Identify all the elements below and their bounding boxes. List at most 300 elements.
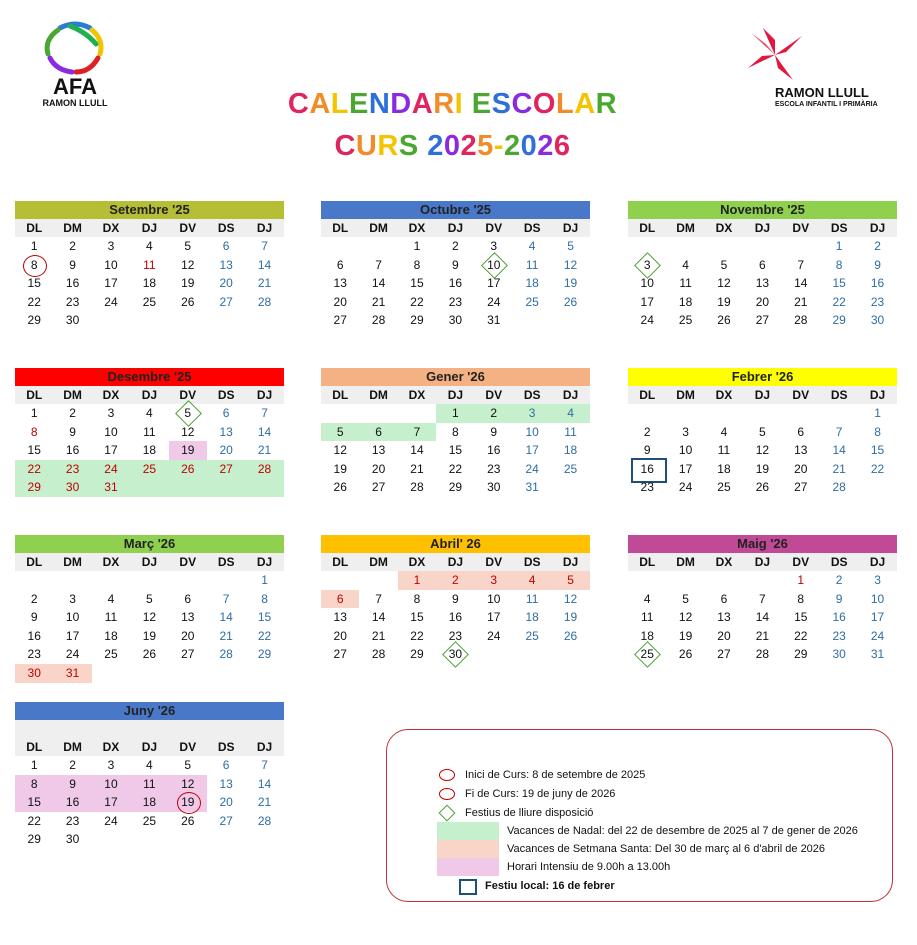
- day-cell: 3: [513, 404, 551, 423]
- day-cell: 20: [371, 461, 386, 476]
- day-cell: 16: [832, 610, 846, 625]
- month-header: Novembre '25: [628, 201, 897, 219]
- weekday-label: DJ: [754, 221, 771, 235]
- empty-cell: [398, 404, 436, 423]
- day-cell: 28: [371, 313, 386, 328]
- day-cell: 2: [835, 573, 843, 587]
- day-cell: 27: [333, 647, 347, 662]
- empty-cell: [92, 830, 130, 849]
- weekday-label: DV: [485, 555, 503, 569]
- month-header: Desembre '25: [15, 368, 284, 386]
- day-cell: 3: [69, 591, 76, 606]
- week-row: [15, 775, 284, 794]
- day-cell: 14: [257, 257, 272, 272]
- day-cell: 10: [870, 591, 885, 606]
- day-cell: 6: [321, 590, 359, 609]
- week-row: [15, 311, 284, 330]
- day-cell: 21: [794, 294, 808, 309]
- day-cell: 28: [257, 813, 272, 828]
- week-row: [628, 571, 897, 590]
- weekday-label: DS: [523, 555, 541, 569]
- day-cell: 13: [219, 257, 233, 272]
- day-cell: 15: [15, 793, 53, 812]
- legend-box: [386, 729, 893, 902]
- day-cell: 20: [333, 628, 347, 643]
- day-cell: 22: [794, 628, 808, 643]
- day-cell: 15: [794, 610, 808, 625]
- month-9: [15, 702, 284, 849]
- day-cell: 8: [835, 257, 843, 272]
- day-cell: 12: [563, 257, 578, 272]
- day-cell: 29: [448, 480, 463, 495]
- day-cell: 28: [371, 647, 386, 662]
- empty-cell: [130, 311, 168, 330]
- week-row: [15, 590, 284, 609]
- empty-cell: [666, 237, 704, 256]
- day-cell: 5: [682, 591, 689, 606]
- day-cell: 24: [92, 460, 130, 479]
- weekday-label: DV: [179, 221, 197, 235]
- weekday-label: DV: [179, 555, 197, 569]
- weekday-label: DM: [676, 388, 695, 402]
- day-cell: 21: [371, 628, 386, 643]
- day-cell: 29: [15, 478, 53, 497]
- day-cell: 16: [65, 276, 80, 291]
- day-cell: 16: [487, 443, 501, 458]
- empty-cell: [207, 311, 245, 330]
- weekday-label: DJ: [447, 555, 464, 569]
- empty-cell: [705, 571, 743, 590]
- day-cell: 5: [146, 591, 153, 606]
- month-header: Maig '26: [628, 535, 897, 553]
- day-cell: 26: [755, 480, 770, 495]
- day-cell: 11: [679, 276, 692, 291]
- day-cell: 14: [257, 424, 272, 439]
- day-cell: 15: [257, 610, 272, 625]
- day-cell: 20: [181, 628, 195, 643]
- day-cell: 12: [181, 424, 195, 439]
- day-cell: 17: [870, 610, 885, 625]
- day-cell: 20: [794, 461, 808, 476]
- empty-cell: [207, 664, 245, 683]
- day-cell: 18: [525, 610, 539, 625]
- day-cell: 29: [27, 832, 41, 847]
- week-row: [15, 441, 284, 460]
- day-cell: 26: [563, 294, 578, 309]
- day-cell: 31: [487, 313, 501, 328]
- day-cell: 7: [375, 591, 382, 606]
- day-cell: 4: [682, 257, 689, 272]
- day-cell: 6: [184, 591, 192, 606]
- day-cell: 5: [321, 423, 359, 442]
- empty-cell: [92, 664, 130, 683]
- legend-easter: [437, 840, 825, 858]
- weekday-label: DJ: [256, 555, 273, 569]
- day-cell: 15: [410, 610, 424, 625]
- week-row: [15, 645, 284, 664]
- weekday-label: DJ: [256, 388, 273, 402]
- school-name: RAMON LLULL: [775, 85, 869, 100]
- empty-cell: [782, 404, 820, 423]
- day-cell: 2: [874, 239, 881, 253]
- day-cell: 19: [678, 628, 693, 643]
- weekday-label: DV: [792, 388, 810, 402]
- day-cell: 14: [410, 443, 424, 458]
- empty-cell: [169, 311, 207, 330]
- salmon-swatch: [437, 840, 499, 858]
- day-cell: 7: [261, 406, 268, 420]
- day-cell: 23: [832, 628, 846, 643]
- week-row: [628, 293, 897, 312]
- diamond-marker-icon: [437, 806, 457, 820]
- day-cell: 29: [832, 313, 846, 328]
- day-cell: 6: [359, 423, 397, 442]
- day-cell: 14: [794, 276, 808, 291]
- day-cell: 21: [219, 628, 233, 643]
- day-cell: 26: [181, 813, 195, 828]
- weekday-label: DJ: [562, 555, 579, 569]
- day-cell: 10: [640, 276, 654, 291]
- weekday-label: DL: [332, 555, 349, 569]
- day-cell: 14: [832, 443, 846, 458]
- day-cell: 7: [261, 758, 268, 772]
- weekday-label: DL: [26, 221, 43, 235]
- weekday-label: DX: [408, 221, 426, 235]
- week-row: [321, 590, 590, 609]
- title-line-1: CALENDARI ESCOLAR: [287, 88, 618, 120]
- day-cell: 6: [797, 424, 805, 439]
- day-cell: 26: [169, 460, 207, 479]
- weekday-label: DV: [792, 221, 810, 235]
- square-marker-icon: [457, 879, 477, 893]
- week-row: [15, 756, 284, 775]
- day-cell: 13: [333, 276, 347, 291]
- weekday-label: DL: [639, 388, 656, 402]
- day-cell: 16: [870, 276, 885, 291]
- day-cell: 2: [643, 424, 651, 439]
- day-cell: 4: [528, 239, 536, 253]
- day-cell: 14: [257, 776, 272, 791]
- weekday-label: DL: [26, 740, 43, 754]
- weekday-label: DS: [217, 740, 235, 754]
- legend-start: [437, 766, 645, 784]
- week-row: [628, 441, 897, 460]
- day-cell: 18: [104, 628, 118, 643]
- day-cell: 28: [257, 294, 272, 309]
- week-row: [15, 608, 284, 627]
- day-cell: 22: [870, 461, 885, 476]
- day-cell: 7: [797, 257, 805, 272]
- empty-cell: [705, 404, 743, 423]
- week-row: [628, 256, 897, 275]
- weekday-label: DV: [179, 388, 197, 402]
- empty-cell: [321, 571, 359, 590]
- week-row: [321, 237, 590, 256]
- legend-christmas-text: Vacances de Nadal: del 22 de desembre de 2025 al 7 de gener de 2026: [507, 825, 858, 837]
- weekday-label: DJ: [447, 388, 464, 402]
- weekday-label: DS: [830, 555, 848, 569]
- month-header: Octubre '25: [321, 201, 590, 219]
- weekday-label: DM: [369, 555, 388, 569]
- day-cell: 4: [551, 404, 589, 423]
- empty-cell: [359, 404, 397, 423]
- weekday-label: DX: [408, 555, 426, 569]
- afa-name: AFA: [53, 74, 97, 99]
- day-cell: 19: [563, 610, 578, 625]
- empty-cell: [92, 311, 130, 330]
- weekday-header: [15, 738, 284, 756]
- day-cell: 28: [755, 647, 770, 662]
- legend-end-text: Fi de Curs: 19 de juny de 2026: [465, 788, 616, 800]
- weekday-label: DL: [332, 221, 349, 235]
- month-5: [628, 368, 897, 497]
- week-row: [628, 645, 897, 664]
- day-cell: 22: [27, 813, 41, 828]
- day-cell: 28: [410, 480, 424, 495]
- day-cell: 7: [375, 257, 382, 272]
- weekday-label: DX: [102, 740, 120, 754]
- day-cell: 22: [410, 294, 424, 309]
- weekday-label: DJ: [141, 555, 158, 569]
- day-cell: 6: [720, 591, 728, 606]
- day-cell: 18: [678, 294, 693, 309]
- empty-cell: [782, 237, 820, 256]
- day-cell: 6: [222, 758, 230, 772]
- day-cell: 8: [30, 424, 38, 439]
- week-row: [628, 460, 897, 479]
- day-cell: 15: [448, 443, 463, 458]
- day-cell: 19: [755, 461, 770, 476]
- week-row: [628, 274, 897, 293]
- day-cell: 20: [333, 294, 347, 309]
- day-cell: 3: [107, 239, 115, 253]
- day-cell: 27: [794, 480, 808, 495]
- week-row: [628, 423, 897, 442]
- day-cell: 25: [142, 813, 157, 828]
- day-cell: 14: [371, 276, 386, 291]
- day-cell: 14: [219, 610, 233, 625]
- day-cell: 11: [564, 424, 577, 439]
- weekday-label: DL: [639, 221, 656, 235]
- pink-swatch: [437, 858, 499, 876]
- day-cell: 30: [487, 480, 501, 495]
- empty-cell: [92, 571, 130, 590]
- day-cell: 19: [717, 294, 731, 309]
- day-cell: 23: [27, 647, 41, 662]
- empty-cell: [130, 664, 168, 683]
- day-cell: 29: [410, 647, 424, 662]
- weekday-label: DJ: [562, 388, 579, 402]
- day-cell: 11: [104, 610, 118, 625]
- week-row: [321, 460, 590, 479]
- day-cell: 9: [69, 257, 76, 272]
- empty-cell: [551, 311, 589, 330]
- month-7: [321, 535, 590, 664]
- day-cell: 29: [410, 313, 424, 328]
- day-cell: 21: [755, 628, 770, 643]
- day-cell: 10: [92, 775, 130, 794]
- day-cell: 26: [142, 647, 157, 662]
- day-cell: 24: [487, 628, 501, 643]
- empty-cell: [245, 830, 283, 849]
- month-1: [321, 201, 590, 330]
- oval-marker-icon: [437, 787, 457, 801]
- week-row: [321, 441, 590, 460]
- day-cell: 4: [643, 591, 651, 606]
- week-row: [15, 812, 284, 831]
- week-row: [15, 256, 284, 275]
- weekday-label: DJ: [562, 221, 579, 235]
- day-cell: 24: [487, 294, 501, 309]
- green-swatch: [437, 822, 499, 840]
- weekday-label: DJ: [754, 388, 771, 402]
- day-cell: 31: [53, 664, 91, 683]
- day-cell: 23: [640, 480, 654, 495]
- day-cell: 9: [835, 591, 843, 606]
- day-cell: 19: [563, 276, 578, 291]
- day-cell: 8: [413, 257, 421, 272]
- legend-christmas: [437, 822, 858, 840]
- day-cell: 18: [525, 276, 539, 291]
- weekday-label: DL: [332, 388, 349, 402]
- weekday-label: DM: [676, 221, 695, 235]
- day-cell: 28: [794, 313, 808, 328]
- month-header: Abril' 26: [321, 535, 590, 553]
- empty-cell: [130, 478, 168, 497]
- day-cell: 2: [69, 406, 76, 420]
- weekday-label: DJ: [141, 740, 158, 754]
- empty-cell: [245, 664, 283, 683]
- day-cell: 5: [551, 571, 589, 590]
- month-2: [628, 201, 897, 330]
- day-cell: 29: [27, 313, 41, 328]
- day-cell: 18: [640, 628, 654, 643]
- day-cell: 21: [257, 795, 272, 810]
- week-row: [15, 274, 284, 293]
- weekday-label: DV: [179, 740, 197, 754]
- weekday-header: [15, 386, 284, 404]
- day-cell: 7: [222, 591, 230, 606]
- day-cell: 8: [15, 256, 53, 275]
- weekday-label: DL: [26, 388, 43, 402]
- weekday-label: DS: [217, 555, 235, 569]
- month-header: Setembre '25: [15, 201, 284, 219]
- day-cell: 31: [870, 647, 885, 662]
- day-cell: 13: [219, 776, 233, 791]
- day-cell: 10: [525, 424, 539, 439]
- title-line-2: CURS 2025-2026: [334, 130, 571, 162]
- week-row: [15, 423, 284, 442]
- week-row: [321, 404, 590, 423]
- day-cell: 21: [257, 276, 272, 291]
- empty-cell: [359, 571, 397, 590]
- weekday-label: DM: [369, 388, 388, 402]
- day-cell: 23: [870, 294, 885, 309]
- day-cell: 5: [169, 404, 207, 423]
- day-cell: 3: [874, 573, 881, 587]
- day-cell: 13: [717, 610, 731, 625]
- day-cell: 23: [448, 628, 463, 643]
- weekday-header: [628, 386, 897, 404]
- day-cell: 2: [69, 239, 76, 253]
- day-cell: 30: [832, 647, 846, 662]
- day-cell: 30: [65, 313, 80, 328]
- month-header: Juny '26: [15, 702, 284, 720]
- day-cell: 3: [475, 571, 513, 590]
- day-cell: 7: [261, 239, 268, 253]
- day-cell: 1: [413, 239, 421, 253]
- day-cell: 23: [53, 460, 91, 479]
- empty-cell: [513, 311, 551, 330]
- day-cell: 1: [874, 406, 881, 420]
- day-cell: 28: [245, 460, 283, 479]
- weekday-label: DJ: [447, 221, 464, 235]
- weekday-header: [628, 553, 897, 571]
- day-cell: 7: [759, 591, 766, 606]
- empty-cell: [359, 237, 397, 256]
- day-cell: 11: [130, 775, 168, 794]
- day-cell: 16: [628, 460, 666, 479]
- weekday-label: DX: [715, 221, 733, 235]
- day-cell: 12: [755, 443, 770, 458]
- day-cell: 21: [410, 461, 424, 476]
- weekday-label: DJ: [869, 555, 886, 569]
- day-cell: 9: [452, 591, 459, 606]
- weekday-label: DS: [217, 221, 235, 235]
- day-cell: 11: [143, 424, 156, 439]
- day-cell: 27: [755, 313, 770, 328]
- day-cell: 30: [15, 664, 53, 683]
- day-cell: 25: [142, 294, 157, 309]
- day-cell: 11: [717, 443, 731, 458]
- day-cell: 30: [65, 832, 80, 847]
- day-cell: 21: [832, 461, 846, 476]
- legend-free: [437, 804, 593, 822]
- week-row: [15, 664, 284, 683]
- day-cell: 23: [65, 294, 80, 309]
- month-0: [15, 201, 284, 330]
- day-cell: 27: [207, 460, 245, 479]
- day-cell: 28: [832, 480, 846, 495]
- month-8: [628, 535, 897, 664]
- day-cell: 22: [27, 294, 41, 309]
- day-cell: 12: [181, 257, 195, 272]
- day-cell: 5: [759, 424, 766, 439]
- day-cell: 8: [15, 775, 53, 794]
- legend-free-text: Festius de lliure disposició: [465, 807, 594, 819]
- weekday-header: [15, 219, 284, 237]
- weekday-label: DV: [485, 388, 503, 402]
- day-cell: 31: [92, 478, 130, 497]
- day-cell: 8: [261, 591, 268, 606]
- weekday-label: DM: [676, 555, 695, 569]
- empty-cell: [130, 830, 168, 849]
- day-cell: 27: [371, 480, 386, 495]
- weekday-label: DX: [408, 388, 426, 402]
- day-cell: 19: [169, 441, 207, 460]
- day-cell: 2: [69, 758, 76, 772]
- legend-local: [457, 877, 615, 895]
- weekday-label: DM: [63, 555, 82, 569]
- day-cell: 12: [333, 443, 347, 458]
- day-cell: 25: [130, 460, 168, 479]
- day-cell: 18: [130, 793, 168, 812]
- day-cell: 25: [104, 647, 118, 662]
- week-row: [321, 311, 590, 330]
- week-row: [628, 311, 897, 330]
- weekday-label: DX: [102, 221, 120, 235]
- day-cell: 1: [261, 573, 268, 587]
